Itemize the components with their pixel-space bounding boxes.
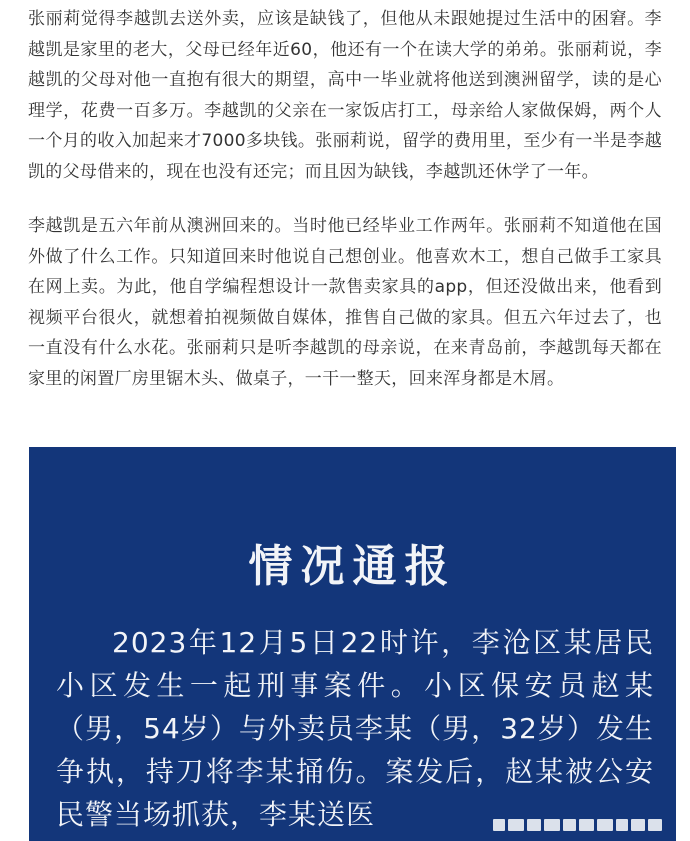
article-paragraph-2: 李越凯是五六年前从澳洲回来的。当时他已经毕业工作两年。张丽莉不知道他在国外做了什么工作。只知道回来时他说自己想创业。他喜欢木工，想自己做手工家具在网上卖。为此，他自学编程想设计一款售卖家具的app，但还没做出来，他看到视频平台很火，就想着拍视频做自媒体，推售自己做的家具。但五六年过去了，也一直没有什么水花。张丽莉只是听李越凯的母亲说，在来青岛前，李越凯每天都在家里的闲置厂房里锯木头、做桌子，一干一整天，回来浑身都是木屑。 <box>28 216 662 389</box>
watermark-icon <box>490 817 662 833</box>
article-text <box>28 4 662 394</box>
notice-title: 情况通报 <box>248 541 457 592</box>
notice-body: 2023年12月5日22时许，李沧区某居民小区发生一起刑事案件。小区保安员赵某（男，54岁）与外卖员李某（男，32岁）发生争执，持刀将李某捅伤。案发后，赵某被公安民警当场抓获，李某送医 <box>56 626 654 831</box>
police-notice-image <box>29 447 676 841</box>
article-paragraph-1: 张丽莉觉得李越凯去送外卖，应该是缺钱了，但他从未跟她提过生活中的困窘。李越凯是家里的老大，父母已经年近60，他还有一个在读大学的弟弟。张丽莉说，李越凯的父母对他一直抱有很大的期望，高中一毕业就将他送到澳洲留学，读的是心理学，花费一百多万。李越凯的父亲在一家饭店打工，母亲给人家做保姆，两个人一个月的收入加起来才7000多块钱。张丽莉说，留学的费用里，至少有一半是李越凯的父母借来的，现在也没有还完；而且因为缺钱，李越凯还休学了一年。 <box>28 9 662 182</box>
